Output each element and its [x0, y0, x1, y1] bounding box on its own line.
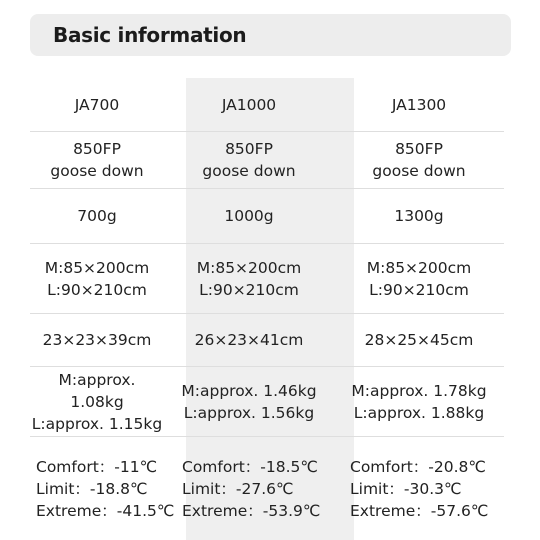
cell-line: L:90×210cm	[199, 280, 299, 299]
cell-line: L:approx. 1.15kg	[31, 414, 163, 433]
cell-line: Comfort：-18.5℃	[182, 457, 318, 476]
table-cell	[164, 437, 334, 540]
column-header-ja700	[30, 78, 164, 131]
cell-line: 850FP	[395, 140, 443, 158]
cell-line: L:approx. 1.56kg	[183, 403, 315, 422]
table-cell	[30, 314, 164, 366]
table-cell	[334, 244, 504, 313]
cell-line: Extreme：-57.6℃	[350, 501, 489, 520]
cell-line: M:85×200cm	[196, 258, 302, 277]
cell-line: 28×25×45cm	[364, 331, 474, 349]
cell-line: goose down	[372, 162, 466, 180]
cell-line: Extreme：-53.9℃	[182, 501, 321, 520]
table-cell	[30, 367, 164, 436]
cell-line: L:90×210cm	[47, 280, 147, 299]
table-cell	[30, 437, 175, 540]
cell-line: M:approx. 1.78kg	[351, 381, 487, 400]
cell-line: 850FP	[73, 140, 121, 158]
table-cell	[164, 244, 334, 313]
cell-line: M:85×200cm	[366, 258, 472, 277]
table-cell	[334, 437, 504, 540]
cell-line: Limit：-18.8℃	[36, 479, 148, 498]
cell-line: Comfort：-20.8℃	[350, 457, 486, 476]
cell-line: 850FP	[225, 140, 273, 158]
table-row-fill	[30, 132, 504, 189]
table-cell	[164, 367, 334, 436]
table-cell	[334, 189, 504, 243]
cell-line: 26×23×41cm	[194, 331, 304, 349]
cell-line: L:90×210cm	[369, 280, 469, 299]
table-row-total-weight	[30, 367, 504, 437]
table-cell	[164, 132, 334, 188]
column-header-label: JA700	[74, 95, 120, 114]
cell-line: goose down	[50, 162, 144, 180]
column-header-label: JA1300	[391, 95, 447, 114]
cell-line: goose down	[202, 162, 296, 180]
cell-line: Limit：-27.6℃	[182, 479, 294, 498]
table-row-size	[30, 244, 504, 314]
table-row-weight	[30, 189, 504, 244]
table-cell	[30, 244, 164, 313]
table-header-row	[30, 78, 504, 132]
cell-line: 700g	[77, 207, 117, 225]
section-header	[30, 14, 511, 56]
cell-line: M:approx. 1.08kg	[58, 370, 136, 411]
column-header-ja1000	[164, 78, 334, 131]
table-cell	[164, 314, 334, 366]
table-cell	[334, 367, 504, 436]
column-header-label: JA1000	[221, 95, 277, 114]
table-cell	[30, 189, 164, 243]
cell-line: 1300g	[394, 207, 444, 225]
table-cell	[334, 132, 504, 188]
column-header-ja1300	[334, 78, 504, 131]
cell-line: M:approx. 1.46kg	[181, 381, 317, 400]
spec-table	[30, 78, 504, 540]
section-title: Basic information	[53, 23, 247, 47]
table-cell	[164, 189, 334, 243]
cell-line: Extreme：-41.5℃	[36, 501, 175, 520]
cell-line: Comfort：-11℃	[36, 457, 158, 476]
cell-line: Limit：-30.3℃	[350, 479, 462, 498]
table-row-packed-size	[30, 314, 504, 367]
cell-line: M:85×200cm	[44, 258, 150, 277]
cell-line: 1000g	[224, 207, 274, 225]
table-row-temperature	[30, 437, 504, 540]
cell-line: L:approx. 1.88kg	[353, 403, 485, 422]
table-cell	[334, 314, 504, 366]
cell-line: 23×23×39cm	[42, 331, 152, 349]
table-cell	[30, 132, 164, 188]
